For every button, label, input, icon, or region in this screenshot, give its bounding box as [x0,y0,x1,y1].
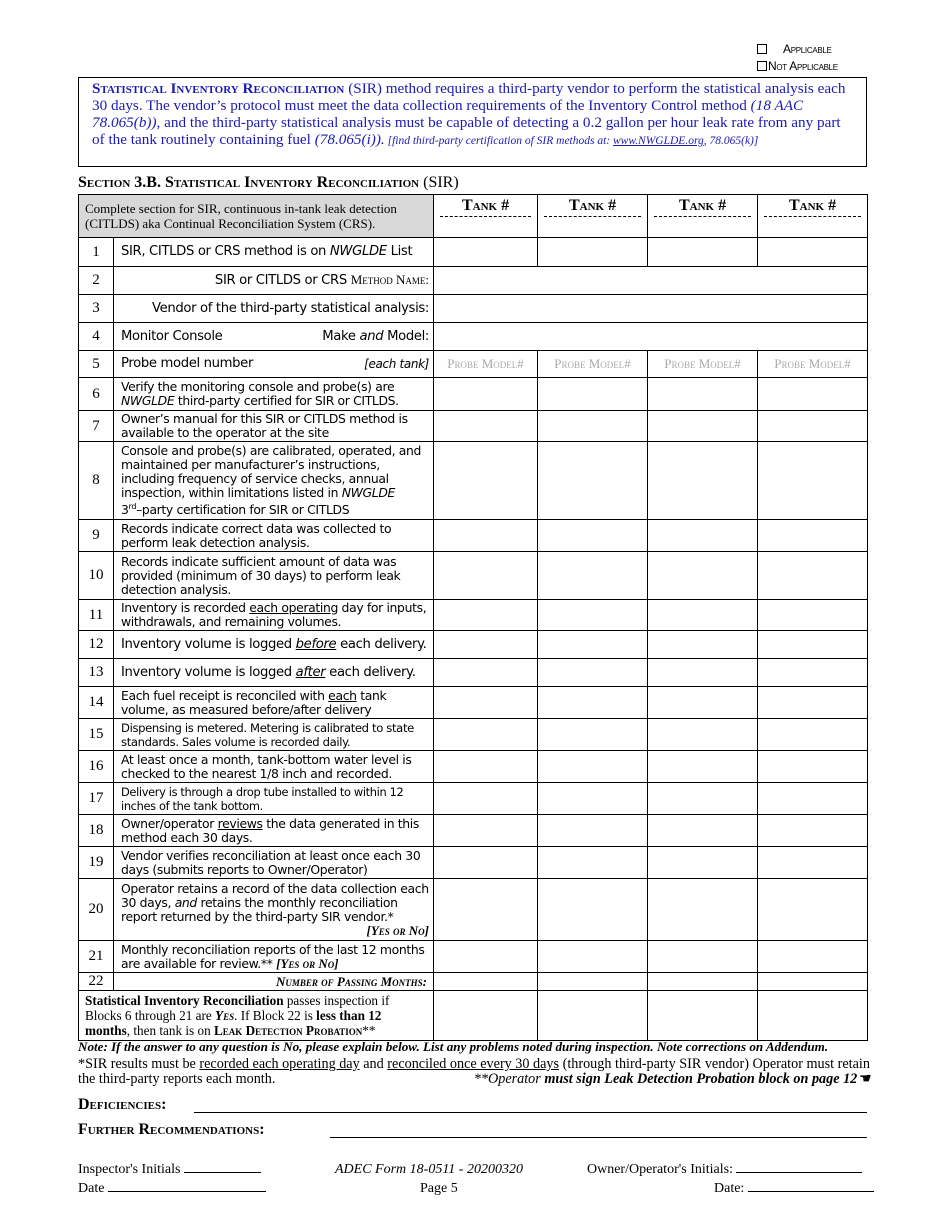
table-row [79,378,868,411]
table-row [79,267,868,295]
tank-header-2[interactable] [538,195,648,238]
row-number: 5 [79,351,114,378]
pointing-hand-icon: ☚ [857,1071,870,1087]
tank-cell[interactable] [538,719,648,751]
tank-cell[interactable] [538,751,648,783]
owner-date-label: Date: [714,1181,745,1196]
table-row [79,783,868,815]
tank-cell[interactable] [648,719,758,751]
tank-cell[interactable] [434,879,538,941]
row-number: 6 [79,378,114,411]
section-title-text: Section 3.B. Statistical Inventory Reconciliation [78,174,420,191]
tank-cell[interactable] [648,631,758,659]
not-applicable-checkbox-row[interactable] [757,59,838,73]
tank-header-label: Tank # [788,197,837,214]
tank-cell[interactable] [434,631,538,659]
table-row [79,973,868,991]
tank-cell[interactable] [648,442,758,520]
not-applicable-label: Not Applicable [768,59,838,73]
row-question: Inventory is recorded each operating day for inputs, withdrawals, and remaining volumes. [114,600,434,631]
table-row [79,552,868,600]
tank-cell[interactable] [648,879,758,941]
row-question: Probe model number [each tank] [114,351,434,378]
deficiencies-label: Deficiencies: [78,1096,167,1113]
intro-title: Statistical Inventory Reconciliation [92,80,345,97]
row-question: Operator retains a record of the data collection each 30 days, and retains the monthly reconciliation report returned by the third-party SIR vendor.* [Yes or No] [114,879,434,941]
console-model-cell[interactable] [434,323,868,351]
row-number: 13 [79,659,114,687]
tank-cell[interactable] [758,751,868,783]
intro-citation: (18 AAC 78.065(b)) [92,97,804,131]
tank-cell[interactable] [434,659,538,687]
row-question: SIR or CITLDS or CRS Method Name: [114,267,434,295]
owner-initials-label: Owner/Operator's Initials: [587,1162,733,1177]
row-question: Inventory volume is logged after each delivery. [114,659,434,687]
tank-cell[interactable] [538,238,648,267]
row-question: Vendor of the third-party statistical analysis: [114,295,434,323]
tank-header-label: Tank # [461,197,510,214]
tank-cell[interactable] [538,552,648,600]
tank-cell[interactable] [434,442,538,520]
tank-cell[interactable] [758,973,868,991]
sir-checklist-table [78,194,868,1041]
tank-cell[interactable] [648,520,758,552]
row-number: 14 [79,687,114,719]
tank-cell[interactable] [434,411,538,442]
probe-model-cell[interactable]: Probe Model# [648,351,758,378]
row-question: Dispensing is metered. Metering is calibrated to state standards. Sales volume is recorded daily. [114,719,434,751]
probe-model-cell[interactable]: Probe Model# [758,351,868,378]
row-question: Records indicate sufficient amount of data was provided (minimum of 30 days) to perform leak detection analysis. [114,552,434,600]
tank-header-label: Tank # [678,197,727,214]
tank-cell[interactable] [758,687,868,719]
tank-cell[interactable] [434,600,538,631]
tank-cell[interactable] [538,973,648,991]
tank-cell[interactable] [758,815,868,847]
tank-cell[interactable] [758,941,868,973]
row-number: 21 [79,941,114,973]
table-row [79,442,868,520]
table-row [79,323,868,351]
tank-cell[interactable] [538,631,648,659]
header-description: Complete section for SIR, continuous in-tank leak detection (CITLDS) aka Continual Reconciliation System (CRS). [79,195,434,238]
sir-note: *SIR results must be recorded each operating day and reconciled once every 30 days (through third-party SIR vendor) Operator must retain the third-party reports each month. **Operator must sign Leak Detection Probation block on page 12☚ [78,1056,870,1087]
tank-header-label: Tank # [568,197,617,214]
applicable-checkbox-row[interactable] [757,42,832,56]
row-number: 15 [79,719,114,751]
row-question: Monitor Console Make and Model: [114,323,434,351]
tank-cell[interactable] [648,378,758,411]
tank-cell[interactable] [538,687,648,719]
tank-header-4[interactable] [758,195,868,238]
tank-cell[interactable] [758,879,868,941]
row-question: Owner’s manual for this SIR or CITLDS method is available to the operator at the site [114,411,434,442]
page-number: Page 5 [420,1181,458,1196]
table-row [79,847,868,879]
table-row [79,631,868,659]
tank-cell[interactable] [758,719,868,751]
row-question: Vendor verifies reconciliation at least once each 30 days (submits reports to Owner/Operator) [114,847,434,879]
probe-model-cell[interactable]: Probe Model# [538,351,648,378]
tank-cell[interactable] [434,378,538,411]
nwglde-link[interactable]: www.NWGLDE.org [613,135,704,147]
intro-note-suffix: , 78.065(k)] [703,135,759,147]
row-number: 8 [79,442,114,520]
row-question: Monthly reconciliation reports of the last 12 months are available for review.** [Yes or No] [114,941,434,973]
tank-cell[interactable] [538,378,648,411]
tank-cell[interactable] [538,411,648,442]
tank-cell[interactable] [434,719,538,751]
row-number: 20 [79,879,114,941]
result-row [79,991,868,1041]
tank-cell[interactable] [758,631,868,659]
table-row [79,879,868,941]
row-number: 18 [79,815,114,847]
row-number: 16 [79,751,114,783]
tank-cell[interactable] [648,783,758,815]
tank-cell[interactable] [758,238,868,267]
tank-cell[interactable] [434,520,538,552]
tank-cell[interactable] [758,847,868,879]
table-row [79,238,868,267]
probe-model-cell[interactable]: Probe Model# [434,351,538,378]
inspector-initials-field[interactable] [184,1161,261,1173]
tank-cell[interactable] [758,520,868,552]
row-number: 19 [79,847,114,879]
table-row [79,659,868,687]
form-number: ADEC Form 18-0511 - 20200320 [335,1162,523,1177]
table-row [79,351,868,378]
tank-cell[interactable] [648,847,758,879]
tank-cell[interactable] [758,442,868,520]
tank-cell[interactable] [648,659,758,687]
tank-cell[interactable] [434,238,538,267]
tank-cell[interactable] [434,751,538,783]
tank-cell[interactable] [538,442,648,520]
tank-header-3[interactable] [648,195,758,238]
tank-cell[interactable] [538,783,648,815]
table-row [79,687,868,719]
tank-cell[interactable] [758,411,868,442]
result-description: Statistical Inventory Reconciliation passes inspection if Blocks 6 through 21 are Yes. If Block 22 is less than 12 months, then tank is on Leak Detection Probation** [79,991,434,1041]
table-row [79,520,868,552]
row-question: SIR, CITLDS or CRS method is on NWGLDE List [114,238,434,267]
intro-text-2: , and the third-party statistical analysis must be capable of detecting a 0.2 gallon per hour leak rate from any part of the tank routinely containing fuel [92,114,841,148]
deficiencies-input-line[interactable] [194,1112,867,1113]
table-row [79,295,868,323]
section-title-suffix: (SIR) [419,174,459,191]
row-number: 17 [79,783,114,815]
row-question: Verify the monitoring console and probe(s) are NWGLDE third-party certified for SIR or CITLDS. [114,378,434,411]
intro-text: method requires a third-party vendor to perform the statistical analysis each 30 days. The vendor’s protocol must meet the data collection requirements of the Inventory Control method [92,80,846,114]
table-row [79,941,868,973]
row-number: 12 [79,631,114,659]
table-row [79,600,868,631]
owner-date-field[interactable] [748,1180,874,1192]
tank-cell[interactable] [434,815,538,847]
tank-cell[interactable] [648,751,758,783]
tank-cell[interactable] [538,659,648,687]
date-label: Date [78,1181,105,1196]
section-title [78,174,459,192]
tank-cell[interactable] [538,520,648,552]
inspector-date-field[interactable] [108,1180,266,1192]
recommendations-input-line[interactable] [330,1137,867,1138]
intro-acronym: (SIR) [344,80,382,97]
owner-date-row [714,1180,874,1198]
row-number: 10 [79,552,114,600]
row-number: 7 [79,411,114,442]
tank-cell[interactable] [538,941,648,973]
row-question: Inventory volume is logged before each delivery. [114,631,434,659]
tank-cell[interactable] [648,411,758,442]
tank-cell[interactable] [538,991,648,1041]
table-row [79,751,868,783]
row-number: 22 [79,973,114,991]
table-header-row [79,195,868,238]
tank-cell[interactable] [758,378,868,411]
row-number: 4 [79,323,114,351]
tank-cell[interactable] [434,973,538,991]
row-question: At least once a month, tank-bottom water level is checked to the nearest 1/8 inch and recorded. [114,751,434,783]
tank-cell[interactable] [648,991,758,1041]
tank-cell[interactable] [648,687,758,719]
recommendations-label: Further Recommendations: [78,1121,265,1138]
tank-cell[interactable] [434,552,538,600]
tank-cell[interactable] [538,847,648,879]
tank-header-1[interactable] [434,195,538,238]
passing-months-label: Number of Passing Months: [114,973,434,991]
tank-cell[interactable] [648,238,758,267]
inspector-initials-row [78,1161,261,1179]
owner-initials-row [587,1161,862,1179]
intro-citation-2: (78.065(i)). [314,131,385,148]
row-question: Owner/operator reviews the data generated in this method each 30 days. [114,815,434,847]
applicable-label: Applicable [783,42,832,56]
row-question: Delivery is through a drop tube installed to within 12 inches of the tank bottom. [114,783,434,815]
row-question: Records indicate correct data was collected to perform leak detection analysis. [114,520,434,552]
table-row [79,719,868,751]
intro-note: [find third-party certification of SIR methods at: [384,135,613,147]
tank-cell[interactable] [648,941,758,973]
tank-cell[interactable] [758,783,868,815]
row-question: Each fuel receipt is reconciled with each tank volume, as measured before/after delivery [114,687,434,719]
row-number: 2 [79,267,114,295]
tank-cell[interactable] [758,600,868,631]
tank-cell[interactable] [648,973,758,991]
tank-cell[interactable] [434,847,538,879]
tank-cell[interactable] [538,815,648,847]
tank-cell[interactable] [758,991,868,1041]
not-applicable-checkbox[interactable] [757,61,767,71]
tank-cell[interactable] [538,600,648,631]
tank-cell[interactable] [648,815,758,847]
vendor-cell[interactable] [434,295,868,323]
tank-cell[interactable] [434,783,538,815]
table-row [79,815,868,847]
inspector-initials-label: Inspector's Initials [78,1162,181,1177]
method-name-cell[interactable] [434,267,868,295]
row-number: 3 [79,295,114,323]
tank-cell[interactable] [648,552,758,600]
tank-cell[interactable] [434,991,538,1041]
explanation-note: Note: If the answer to any question is No, please explain below. List any problems noted during inspection. Note corrections on Addendum. [78,1039,829,1054]
tank-cell[interactable] [434,941,538,973]
tank-cell[interactable] [758,552,868,600]
intro-box [78,77,867,167]
tank-cell[interactable] [648,600,758,631]
owner-initials-field[interactable] [736,1161,862,1173]
tank-cell[interactable] [538,879,648,941]
tank-cell[interactable] [434,687,538,719]
row-number: 1 [79,238,114,267]
inspector-date-row [78,1180,266,1198]
tank-cell[interactable] [758,659,868,687]
row-number: 11 [79,600,114,631]
table-row [79,411,868,442]
row-number: 9 [79,520,114,552]
row-question: Console and probe(s) are calibrated, operated, and maintained per manufacturer’s instructions, including frequency of service checks, annual inspection, within limitations listed in NWGLDE 3rd–party certification for SIR or CITLDS [114,442,434,520]
applicable-checkbox[interactable] [757,44,767,54]
